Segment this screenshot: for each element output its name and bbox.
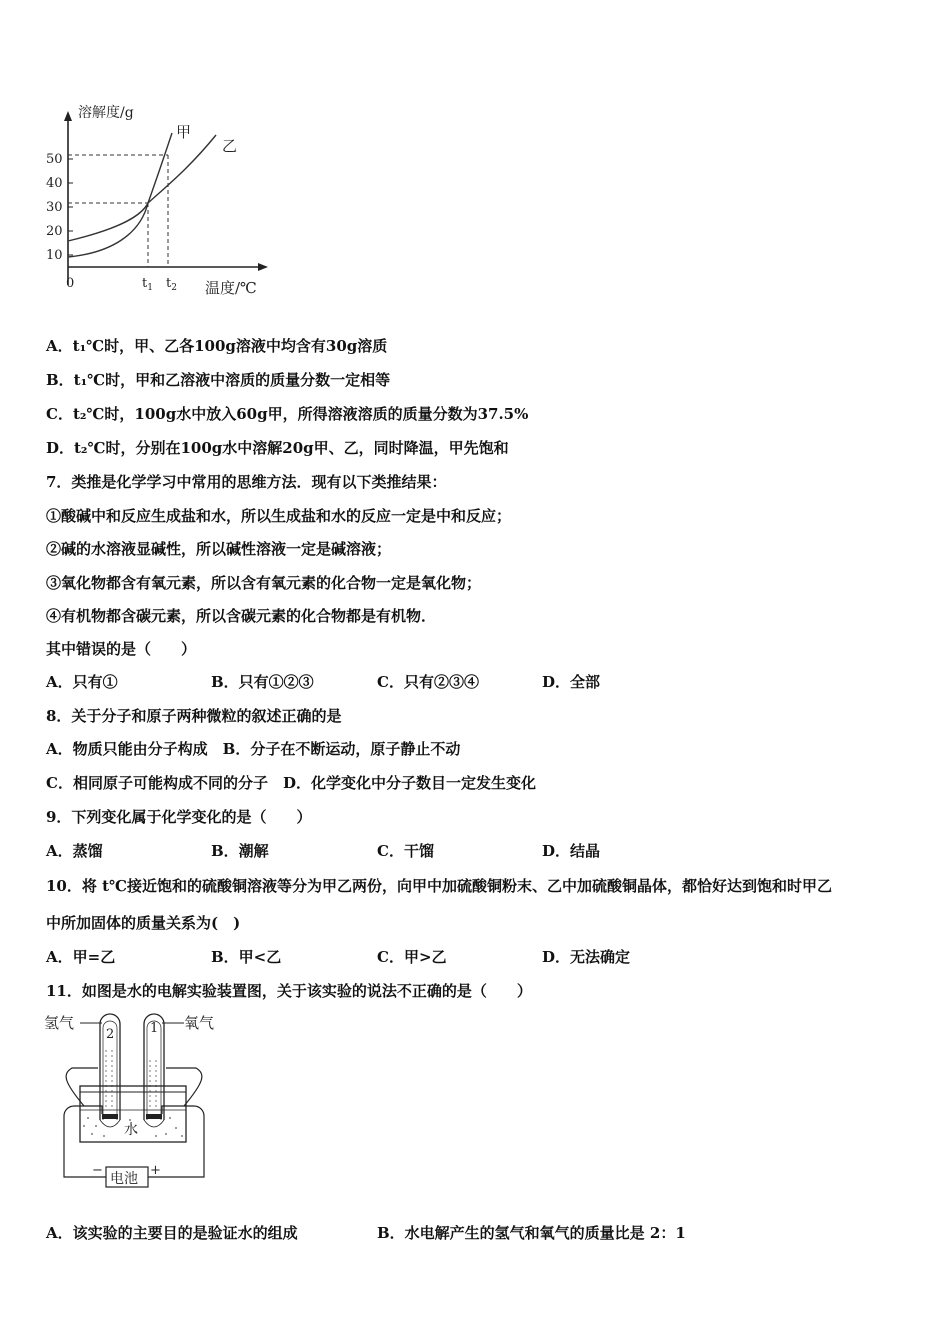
q10-option-b: B．甲<乙 <box>211 948 282 966</box>
x-tick-t2: $t_2$ <box>166 276 177 293</box>
q6-option-d: D．t₂℃时，分别在100g水中溶解20g甲、乙，同时降温，甲先饱和 <box>46 439 509 457</box>
oxygen-label: 氧气 <box>184 1014 215 1032</box>
q7-option-d: D．全部 <box>542 673 601 691</box>
q7-stem: 7．类推是化学学习中常用的思维方法．现有以下类推结果： <box>46 473 447 491</box>
q6-option-c: C．t₂℃时，100g水中放入60g甲，所得溶液溶质的质量分数为37.5% <box>46 405 529 423</box>
q10-option-d: D．无法确定 <box>542 948 631 966</box>
q7-item-4: ④有机物都含碳元素，所以含碳元素的化合物都是有机物． <box>46 607 437 625</box>
electrode-left <box>102 1114 118 1119</box>
series-jia-label: 甲 <box>176 123 192 141</box>
y-tick-20: 20 <box>46 224 63 239</box>
q7-option-b: B．只有①②③ <box>211 673 314 691</box>
y-tick-10: 10 <box>46 248 63 263</box>
q8-stem: 8．关于分子和原子两种微粒的叙述正确的是 <box>46 707 342 725</box>
q6-option-b: B．t₁℃时，甲和乙溶液中溶质的质量分数一定相等 <box>46 371 391 389</box>
tube-left-number: 2 <box>106 1027 115 1042</box>
y-tick-50: 50 <box>46 152 63 167</box>
y-axis-label: 溶解度/g <box>78 105 134 121</box>
series-yi-curve <box>68 135 216 241</box>
q6-option-a: A．t₁℃时，甲、乙各100g溶液中均含有30g溶质 <box>46 337 388 355</box>
hydrogen-label: 氢气 <box>44 1014 75 1032</box>
q10-option-c: C．甲>乙 <box>377 948 447 966</box>
battery-minus: − <box>92 1163 103 1178</box>
q9-option-b: B．潮解 <box>211 842 269 860</box>
q11-option-b: B．水电解产生的氢气和氧气的质量比是 2：1 <box>377 1224 686 1242</box>
q7-item-3: ③氧化物都含有氧元素，所以含有氧元素的化合物一定是氧化物； <box>46 574 482 592</box>
q10-stem-line2: 中所加固体的质量关系为( ) <box>46 914 241 932</box>
q11-stem: 11．如图是水的电解实验装置图，关于该实验的说法不正确的是（ ） <box>46 982 532 1000</box>
y-axis-arrow <box>64 111 72 121</box>
battery-plus: + <box>150 1163 161 1178</box>
battery-label: 电池 <box>110 1171 138 1187</box>
q11-option-a: A．该实验的主要目的是验证水的组成 <box>46 1224 298 1242</box>
q9-option-d: D．结晶 <box>542 842 601 860</box>
q7-option-c: C．只有②③④ <box>377 673 479 691</box>
q8-options-line2: C．相同原子可能构成不同的分子 D．化学变化中分子数目一定发生变化 <box>46 774 536 792</box>
q10-option-a: A．甲=乙 <box>46 948 116 966</box>
q9-option-a: A．蒸馏 <box>46 842 103 860</box>
q8-options-line1: A．物质只能由分子构成 B．分子在不断运动，原子静止不动 <box>46 740 461 758</box>
water-label: 水 <box>124 1122 138 1138</box>
origin-label: 0 <box>66 276 75 291</box>
electrolysis-diagram <box>44 1010 234 1190</box>
q7-question: 其中错误的是（ ） <box>46 640 197 658</box>
q7-option-a: A．只有① <box>46 673 118 691</box>
x-axis-arrow <box>258 263 268 271</box>
q7-item-2: ②碱的水溶液显碱性，所以碱性溶液一定是碱溶液； <box>46 540 392 558</box>
x-axis-label: 温度/℃ <box>205 279 257 297</box>
x-tick-t1: $t_1$ <box>142 276 153 293</box>
q7-item-1: ①酸碱中和反应生成盐和水，所以生成盐和水的反应一定是中和反应； <box>46 507 512 525</box>
q9-stem: 9．下列变化属于化学变化的是（ ） <box>46 808 312 826</box>
q10-stem-line1: 10．将 t℃接近饱和的硫酸铜溶液等分为甲乙两份，向甲中加硫酸铜粉末、乙中加硫酸铜晶体，都恰好达到饱和时甲乙 <box>46 877 833 895</box>
solubility-chart <box>40 95 280 305</box>
y-tick-40: 40 <box>46 176 63 191</box>
tube-right-number: 1 <box>150 1021 159 1036</box>
q9-option-c: C．干馏 <box>377 842 434 860</box>
y-tick-30: 30 <box>46 200 63 215</box>
electrode-right <box>146 1114 162 1119</box>
series-yi-label: 乙 <box>222 137 238 155</box>
